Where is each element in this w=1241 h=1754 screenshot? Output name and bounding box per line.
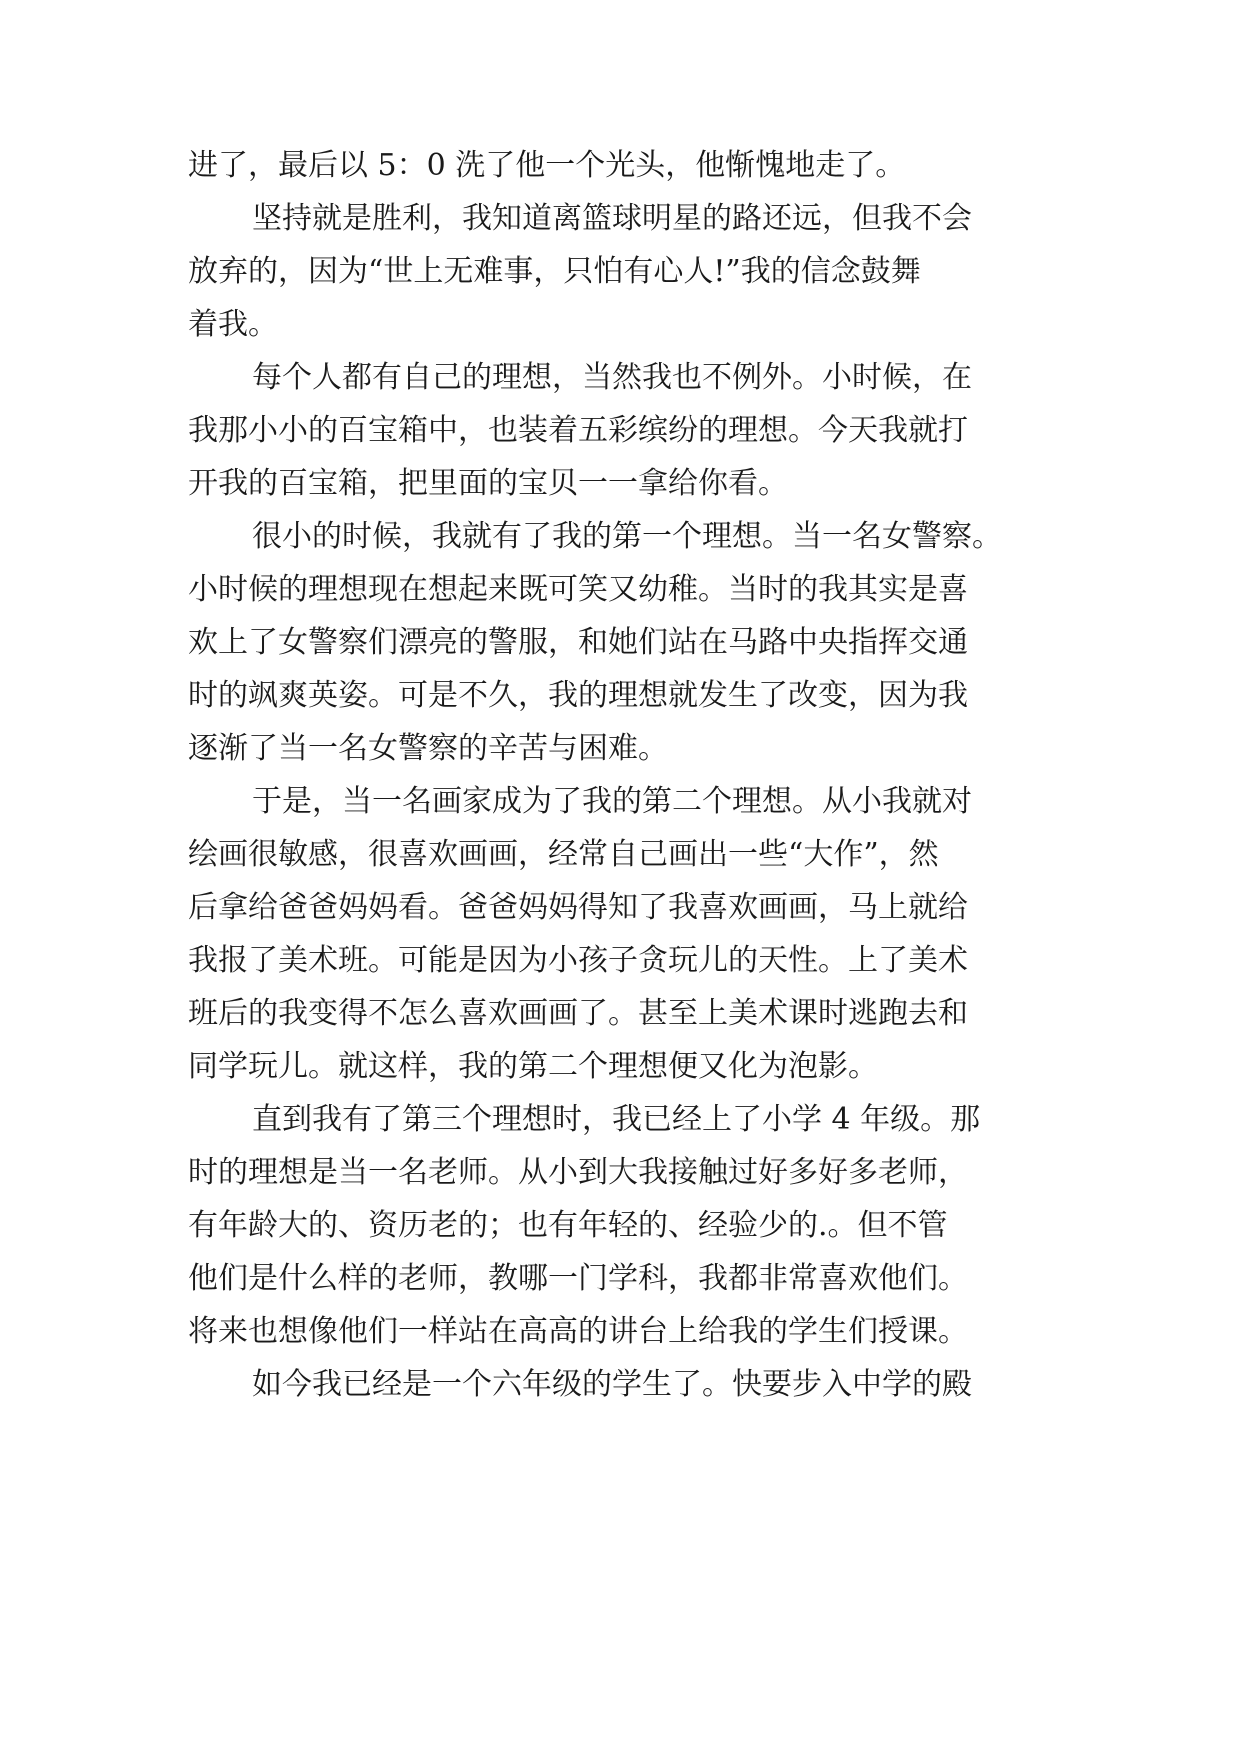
paragraph-first-line: 每个人都有自己的理想，当然我也不例外。小时候，在 [252,360,972,395]
text-line: 小时候的理想现在想起来既可笑又幼稚。当时的我其实是喜 [188,572,968,607]
paragraph-first-line: 直到我有了第三个理想时，我已经上了小学 4 年级。那 [252,1102,981,1137]
text-line: 逐渐了当一名女警察的辛苦与困难。 [188,731,668,766]
text-line: 后拿给爸爸妈妈看。爸爸妈妈得知了我喜欢画画，马上就给 [188,890,968,925]
text-line: 他们是什么样的老师，教哪一门学科，我都非常喜欢他们。 [188,1261,968,1296]
text-line: 班后的我变得不怎么喜欢画画了。甚至上美术课时逃跑去和 [188,996,968,1031]
text-line: 我那小小的百宝箱中，也装着五彩缤纷的理想。今天我就打 [188,413,968,448]
paragraph-first-line: 坚持就是胜利，我知道离篮球明星的路还远，但我不会 [252,201,972,236]
text-line: 欢上了女警察们漂亮的警服，和她们站在马路中央指挥交通 [188,625,968,660]
text-line: 有年龄大的、资历老的；也有年轻的、经验少的.。但不管 [188,1208,948,1243]
text-line: 时的理想是当一名老师。从小到大我接触过好多好多老师， [188,1155,968,1190]
text-line: 将来也想像他们一样站在高高的讲台上给我的学生们授课。 [188,1314,968,1349]
paragraph-first-line: 于是，当一名画家成为了我的第二个理想。从小我就对 [252,784,972,819]
text-line: 同学玩儿。就这样，我的第二个理想便又化为泡影。 [188,1049,878,1084]
text-line: 我报了美术班。可能是因为小孩子贪玩儿的天性。上了美术 [188,943,968,978]
text-line: 进了，最后以 5：0 洗了他一个光头，他惭愧地走了。 [188,148,906,183]
text-line: 时的飒爽英姿。可是不久，我的理想就发生了改变，因为我 [188,678,968,713]
paragraph-first-line: 如今我已经是一个六年级的学生了。快要步入中学的殿 [252,1367,972,1402]
paragraph-first-line: 很小的时候，我就有了我的第一个理想。当一名女警察。 [252,519,1002,554]
text-line: 绘画很敏感，很喜欢画画，经常自己画出一些“大作”，然 [188,837,939,872]
text-line: 开我的百宝箱，把里面的宝贝一一拿给你看。 [188,466,788,501]
text-line: 放弃的，因为“世上无难事，只怕有心人!”我的信念鼓舞 [188,254,921,289]
text-line: 着我。 [188,307,278,342]
